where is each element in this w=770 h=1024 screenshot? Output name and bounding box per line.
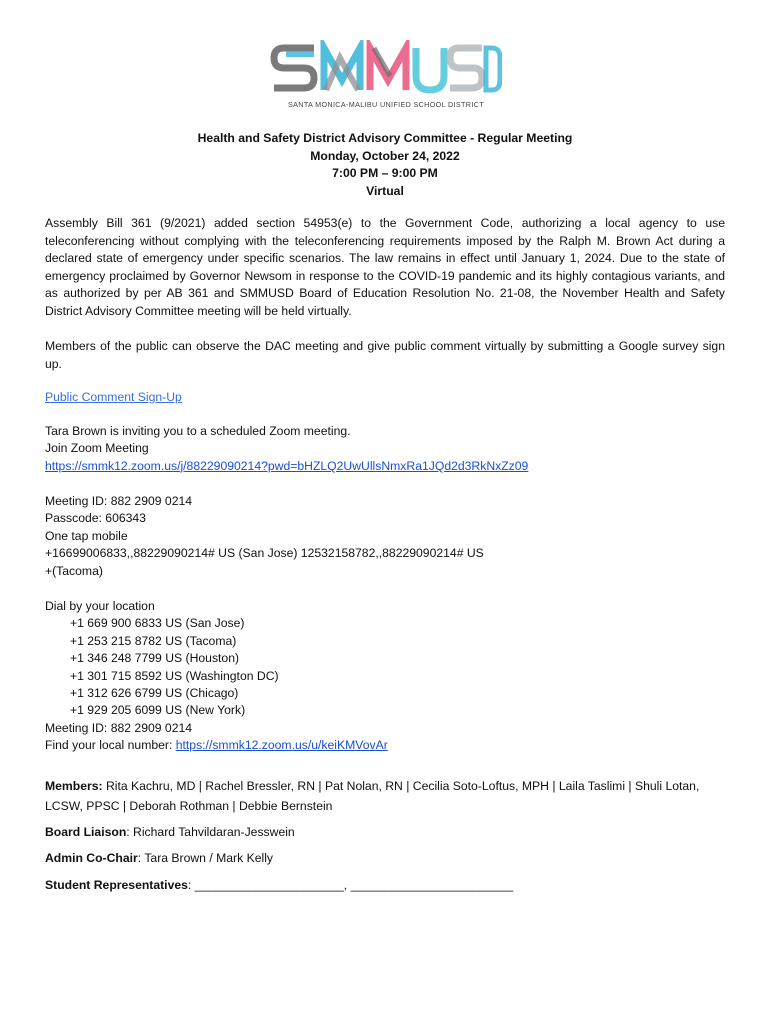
student-reps-value: : ______________________, ________________________ xyxy=(187,878,514,892)
signup-row xyxy=(45,389,730,406)
dial-number: +1 301 715 8592 US (Washington DC) xyxy=(70,668,279,683)
meeting-date: Monday, October 24, 2022 xyxy=(310,148,460,163)
meeting-heading xyxy=(45,130,725,200)
board-liaison-label: Board Liaison xyxy=(45,825,127,839)
meeting-mode: Virtual xyxy=(366,183,404,198)
one-tap-label: One tap mobile xyxy=(45,528,128,543)
zoom-invite-block xyxy=(45,423,735,475)
zoom-join-link[interactable]: https://smmk12.zoom.us/j/88229090214?pwd=bHZLQ2UwUllsNmxRa1JQd2d3RkNxZz09 xyxy=(45,458,529,473)
admin-cochair-label: Admin Co-Chair xyxy=(45,851,138,865)
board-liaison-row xyxy=(45,824,730,841)
meeting-time: 7:00 PM – 9:00 PM xyxy=(332,166,438,180)
dial-number: +1 929 205 6099 US (New York) xyxy=(70,703,246,718)
dial-label: Dial by your location xyxy=(45,599,155,613)
dial-number: +1 253 215 8782 US (Tacoma) xyxy=(70,633,237,648)
meeting-id: Meeting ID: 882 2909 0214 xyxy=(45,494,193,508)
smmusd-logo xyxy=(270,40,502,116)
dial-number: +1 346 248 7799 US (Houston) xyxy=(70,651,240,666)
members-label: Members: xyxy=(45,779,103,793)
intro-paragraph: Assembly Bill 361 (9/2021) added section 54953(e) to the Government Code, authorizing a local agency to use teleconferencing without complying with the teleconferencing requirements imposed by the Ralph M. Brown Act during a declared state of emergency under specific scenarios. The law remains in effect until January 1, 2024. Due to the state of emergency proclaimed by Governor Newsom in response to the COVID-19 pandemic and its highly contagious variants, and as authorized by per AB 361 and SMMUSD Board of Education Resolution No. 21-08, the November Health and Safety District Advisory Committee meeting will be held virtually. xyxy=(45,216,725,318)
zoom-details-block xyxy=(45,493,735,580)
admin-cochair-value: : Tara Brown / Mark Kelly xyxy=(137,851,273,865)
meeting-title: Health and Safety District Advisory Committee - Regular Meeting xyxy=(197,131,573,145)
one-tap-numbers: +16699006833,,88229090214# US (San Jose) 12532158782,,88229090214# US xyxy=(45,546,484,561)
members-list xyxy=(45,776,730,816)
public-comment-signup-link[interactable]: Public Comment Sign-Up xyxy=(45,390,182,404)
dial-number: +1 669 900 6833 US (San Jose) xyxy=(70,616,245,631)
logo-wordmark-graphic xyxy=(270,40,502,96)
student-reps-row xyxy=(45,877,730,894)
find-local-number xyxy=(45,737,735,754)
board-liaison-value: : Richard Tahvildaran-Jesswein xyxy=(126,825,295,839)
meeting-id-repeat: Meeting ID: 882 2909 0214 xyxy=(45,720,193,735)
zoom-join-label: Join Zoom Meeting xyxy=(45,441,149,456)
public-comment-paragraph: Members of the public can observe the DAC meeting and give public comment virtually by submitting a Google survey sign up. xyxy=(45,339,725,371)
zoom-invite-text: Tara Brown is inviting you to a scheduled Zoom meeting. xyxy=(45,424,351,438)
dial-block xyxy=(45,598,735,755)
passcode: Passcode: 606343 xyxy=(45,511,146,526)
find-local-label: Find your local number: xyxy=(45,738,176,753)
one-tap-numbers-cont: +(Tacoma) xyxy=(45,563,103,578)
admin-cochair-row xyxy=(45,850,730,867)
logo-subtitle: SANTA MONICA-MALIBU UNIFIED SCHOOL DISTRICT xyxy=(288,100,484,109)
members-names: Rita Kachru, MD | Rachel Bressler, RN | Pat Nolan, RN | Cecilia Soto-Loftus, MPH | Laila Taslimi | Shuli Lotan, xyxy=(102,779,700,793)
dial-number: +1 312 626 6799 US (Chicago) xyxy=(70,686,239,701)
members-names-cont: LCSW, PPSC | Deborah Rothman | Debbie Bernstein xyxy=(45,799,333,813)
student-reps-label: Student Representatives xyxy=(45,878,188,892)
find-local-link[interactable]: https://smmk12.zoom.us/u/keiKMVovAr xyxy=(175,738,388,753)
